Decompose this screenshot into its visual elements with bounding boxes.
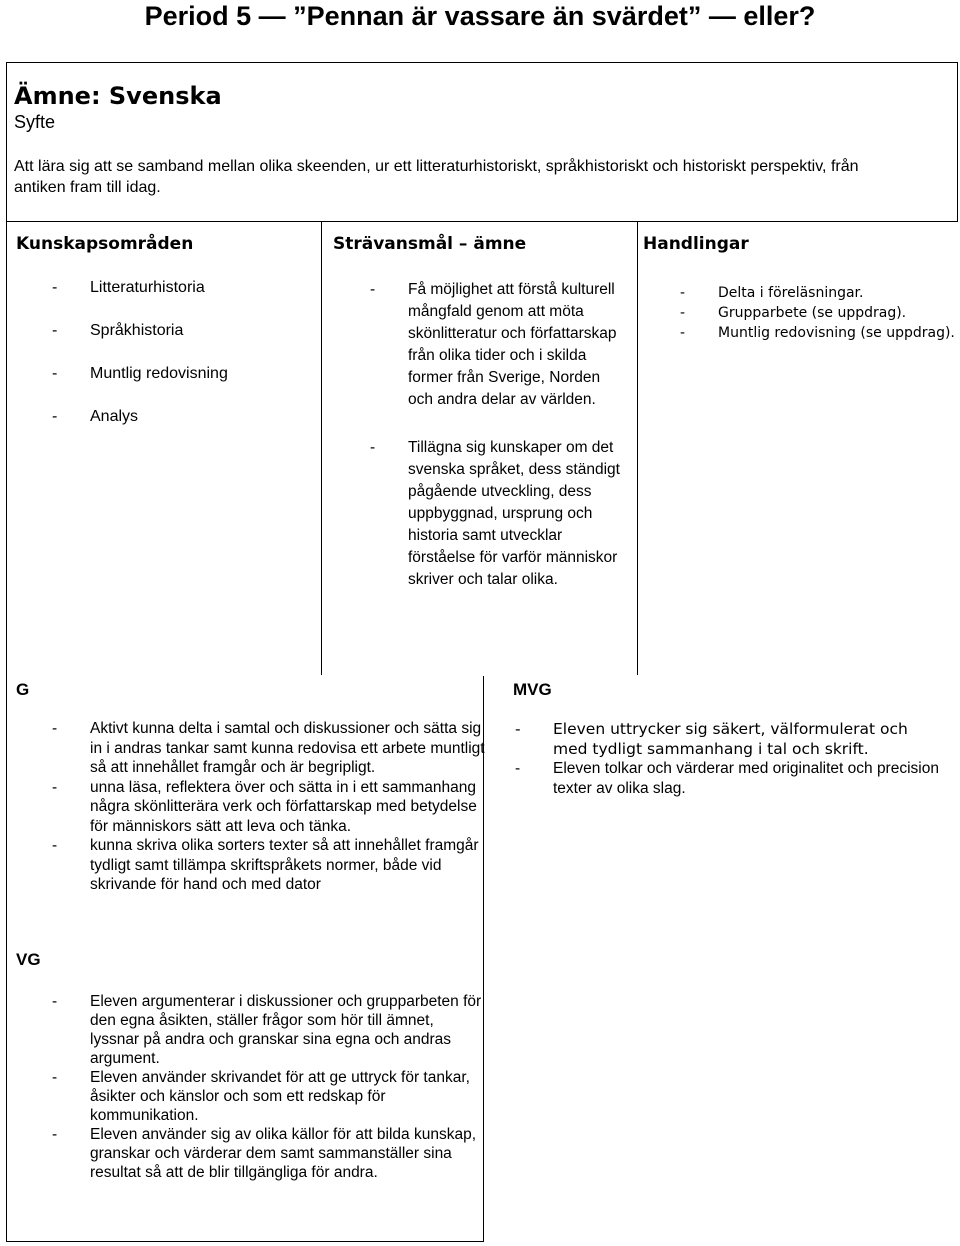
list-item: - Eleven uttrycker sig säkert, välformulerat och med tydligt sammanhang i tal och skrift.: [515, 720, 908, 758]
list-item: - Muntlig redovisning (se uppdrag).: [680, 325, 955, 341]
page-title: Period 5 — ”Pennan är vassare än svärdet” — eller?: [144, 1, 816, 31]
list-item: - kunna skriva olika sorters texter så att innehållet framgår tydligt samt tillämpa skriftspråkets normer, både vid skrivande för hand och med dator: [52, 837, 479, 893]
frame-right-border: [957, 62, 958, 222]
frame-top-border: [6, 62, 957, 63]
list-item: - Eleven använder sig av olika källor för att bilda kunskap, granskar och värderar dem samt sammanställer sina resultat så att de blir tillgängliga för andra.: [52, 1126, 476, 1181]
frame-left-border: [6, 62, 7, 1242]
list-item: - Eleven använder skrivandet för att ge uttryck för tankar, åsikter och känslor och som ett redskap för kommunikation.: [52, 1069, 470, 1124]
list-item: - Språkhistoria: [52, 322, 184, 339]
grade-g-heading: G: [16, 680, 30, 699]
grade-mvg-heading: MVG: [513, 680, 552, 699]
vg-criteria-list: [52, 992, 482, 1182]
list-item: - Eleven tolkar och värderar med originalitet och precision texter av olika slag.: [515, 760, 939, 797]
activities-list: [680, 283, 955, 343]
list-item: - Muntlig redovisning: [52, 365, 228, 382]
goals-list: [370, 279, 620, 617]
subject-heading: Ämne: Svenska: [14, 82, 222, 110]
mvg-criteria-list: [515, 719, 945, 799]
areas-heading: Kunskapsområden: [16, 234, 194, 254]
column-divider-left: [321, 222, 322, 675]
goals-heading: Strävansmål – ämne: [333, 234, 527, 254]
list-item: - Delta i föreläsningar.: [680, 285, 864, 301]
list-item: - Eleven argumenterar i diskussioner och grupparbeten för den egna åsikten, ställer frågor som hör till ämnet, lyssnar på andra och granskar sina egna och andras argument.: [52, 993, 482, 1067]
list-item: - unna läsa, reflektera över och sätta in i ett sammanhang några skönlitterära verk och författarskap med betydelse för människors sätt att leva och tänka.: [52, 778, 477, 835]
frame-bottom-border: [6, 1241, 484, 1242]
list-item: - Få möjlighet att förstå kulturell mångfald genom att möta skönlitteratur och författarskap från olika tider och i skilda former från Sverige, Norden och andra delar av världen.: [370, 281, 617, 408]
purpose-heading: Syfte: [14, 112, 56, 132]
list-item: - Grupparbete (se uppdrag).: [680, 305, 907, 321]
activities-heading: Handlingar: [643, 234, 749, 254]
list-item: - Litteraturhistoria: [52, 279, 205, 296]
purpose-text: Att lära sig att se samband mellan olika skeenden, ur ett litteraturhistoriskt, språkhistoriskt och historiskt perspektiv, från antiken fram till idag.: [14, 158, 859, 196]
list-item: - Analys: [52, 408, 139, 425]
g-criteria-list: [52, 719, 492, 895]
areas-list: [52, 279, 228, 451]
list-item: - Tillägna sig kunskaper om det svenska språket, dess ständigt pågående utveckling, dess uppbyggnad, ursprung och historia samt utvecklar förståelse för varför människor skriver och talar olika.: [370, 439, 620, 588]
list-item: - Aktivt kunna delta i samtal och diskussioner och sätta sig in i andras tankar samt kunna redovisa ett arbete muntligt så att innehållet framgår och är begripligt.: [52, 720, 485, 776]
grade-vg-heading: VG: [16, 950, 41, 969]
column-divider-right: [637, 222, 638, 675]
purpose-divider: [6, 221, 957, 222]
